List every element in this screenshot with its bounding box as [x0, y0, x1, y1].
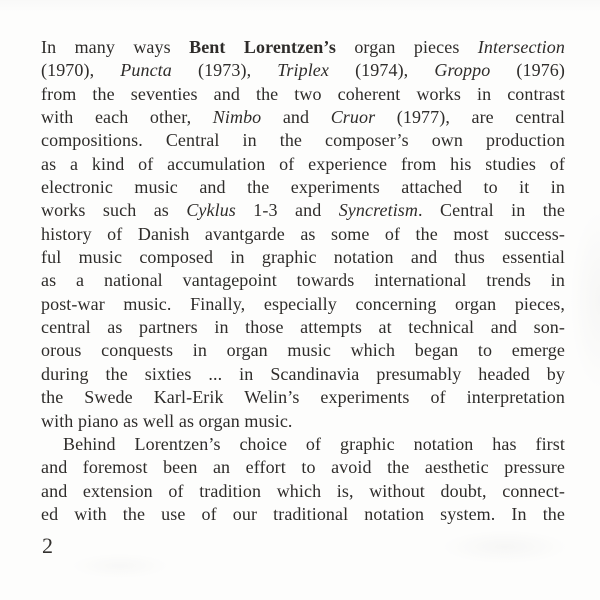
text-segment: In many ways	[41, 37, 190, 57]
text-segment: and	[261, 107, 331, 128]
text-segment: as a national vantagepoint towards international trends in	[41, 270, 565, 291]
text-segment: with piano as well as organ music.	[41, 410, 293, 431]
body-text	[41, 36, 565, 526]
text-segment: 1-3 and	[235, 200, 339, 221]
text-line	[41, 129, 565, 152]
text-segment: during the sixties ... in Scandinavia presumably headed by	[41, 363, 565, 384]
text-line	[41, 456, 565, 479]
text-segment: Behind Lorentzen’s choice of graphic notation has first	[63, 433, 565, 454]
text-line	[41, 410, 565, 433]
text-segment: Puncta	[120, 60, 172, 81]
text-segment: (1977), are central	[375, 107, 565, 128]
text-segment: Intersection	[477, 37, 565, 57]
text-line	[41, 339, 565, 362]
text-segment: (1973),	[171, 60, 278, 81]
text-segment: and extension of tradition which is, without doubt, connect-	[41, 480, 565, 501]
text-segment: with each other,	[41, 107, 213, 128]
text-line	[41, 363, 565, 386]
text-segment: works such as	[41, 200, 187, 221]
page-number: 2	[42, 533, 53, 558]
text-segment: (1974),	[328, 60, 435, 81]
text-segment: post-war music. Finally, especially concerning organ pieces,	[41, 293, 565, 314]
text-segment: (1970),	[41, 60, 121, 81]
text-line	[41, 433, 565, 456]
text-line	[41, 36, 565, 59]
text-line	[41, 269, 565, 292]
text-segment: the Swede Karl-Erik Welin’s experiments of interpretation	[41, 387, 565, 408]
text-line	[41, 316, 565, 339]
text-segment: electronic music and the experiments attached to it in	[41, 177, 565, 198]
text-line	[41, 293, 565, 316]
text-line	[41, 480, 565, 503]
text-segment: Bent Lorentzen’s	[189, 37, 336, 57]
text-line	[41, 59, 565, 82]
text-segment: Triplex	[277, 60, 329, 81]
text-segment: as a kind of accumulation of experience from his studies of	[41, 153, 565, 174]
text-segment: Groppo	[434, 60, 491, 81]
text-line	[41, 223, 565, 246]
text-segment: history of Danish avantgarde as some of the most success-	[41, 223, 565, 244]
text-segment: and foremost been an effort to avoid the aesthetic pressure	[41, 457, 565, 478]
text-segment: Nimbo	[212, 107, 262, 128]
text-segment: . Central in the	[418, 200, 565, 221]
text-segment: orous conquests in organ music which began to emerge	[41, 340, 565, 361]
text-line	[41, 176, 565, 199]
text-segment: compositions. Central in the composer’s own production	[41, 130, 565, 151]
text-line	[41, 106, 565, 129]
text-line	[41, 153, 565, 176]
text-line	[41, 246, 565, 269]
text-line	[41, 386, 565, 409]
text-segment: from the seventies and the two coherent works in contrast	[41, 83, 565, 104]
text-line	[41, 503, 565, 526]
text-line	[41, 199, 565, 222]
text-segment: ed with the use of our traditional notation system. In the	[41, 503, 565, 524]
text-segment: Cruor	[330, 107, 376, 128]
text-segment: organ pieces	[335, 37, 478, 57]
text-segment: central as partners in those attempts at technical and son-	[41, 317, 565, 338]
text-segment: (1976)	[490, 60, 565, 81]
text-segment: Syncretism	[338, 200, 419, 221]
text-line	[41, 83, 565, 106]
text-segment: Cyklus	[186, 200, 236, 221]
text-segment: ful music composed in graphic notation and thus essential	[41, 247, 565, 268]
